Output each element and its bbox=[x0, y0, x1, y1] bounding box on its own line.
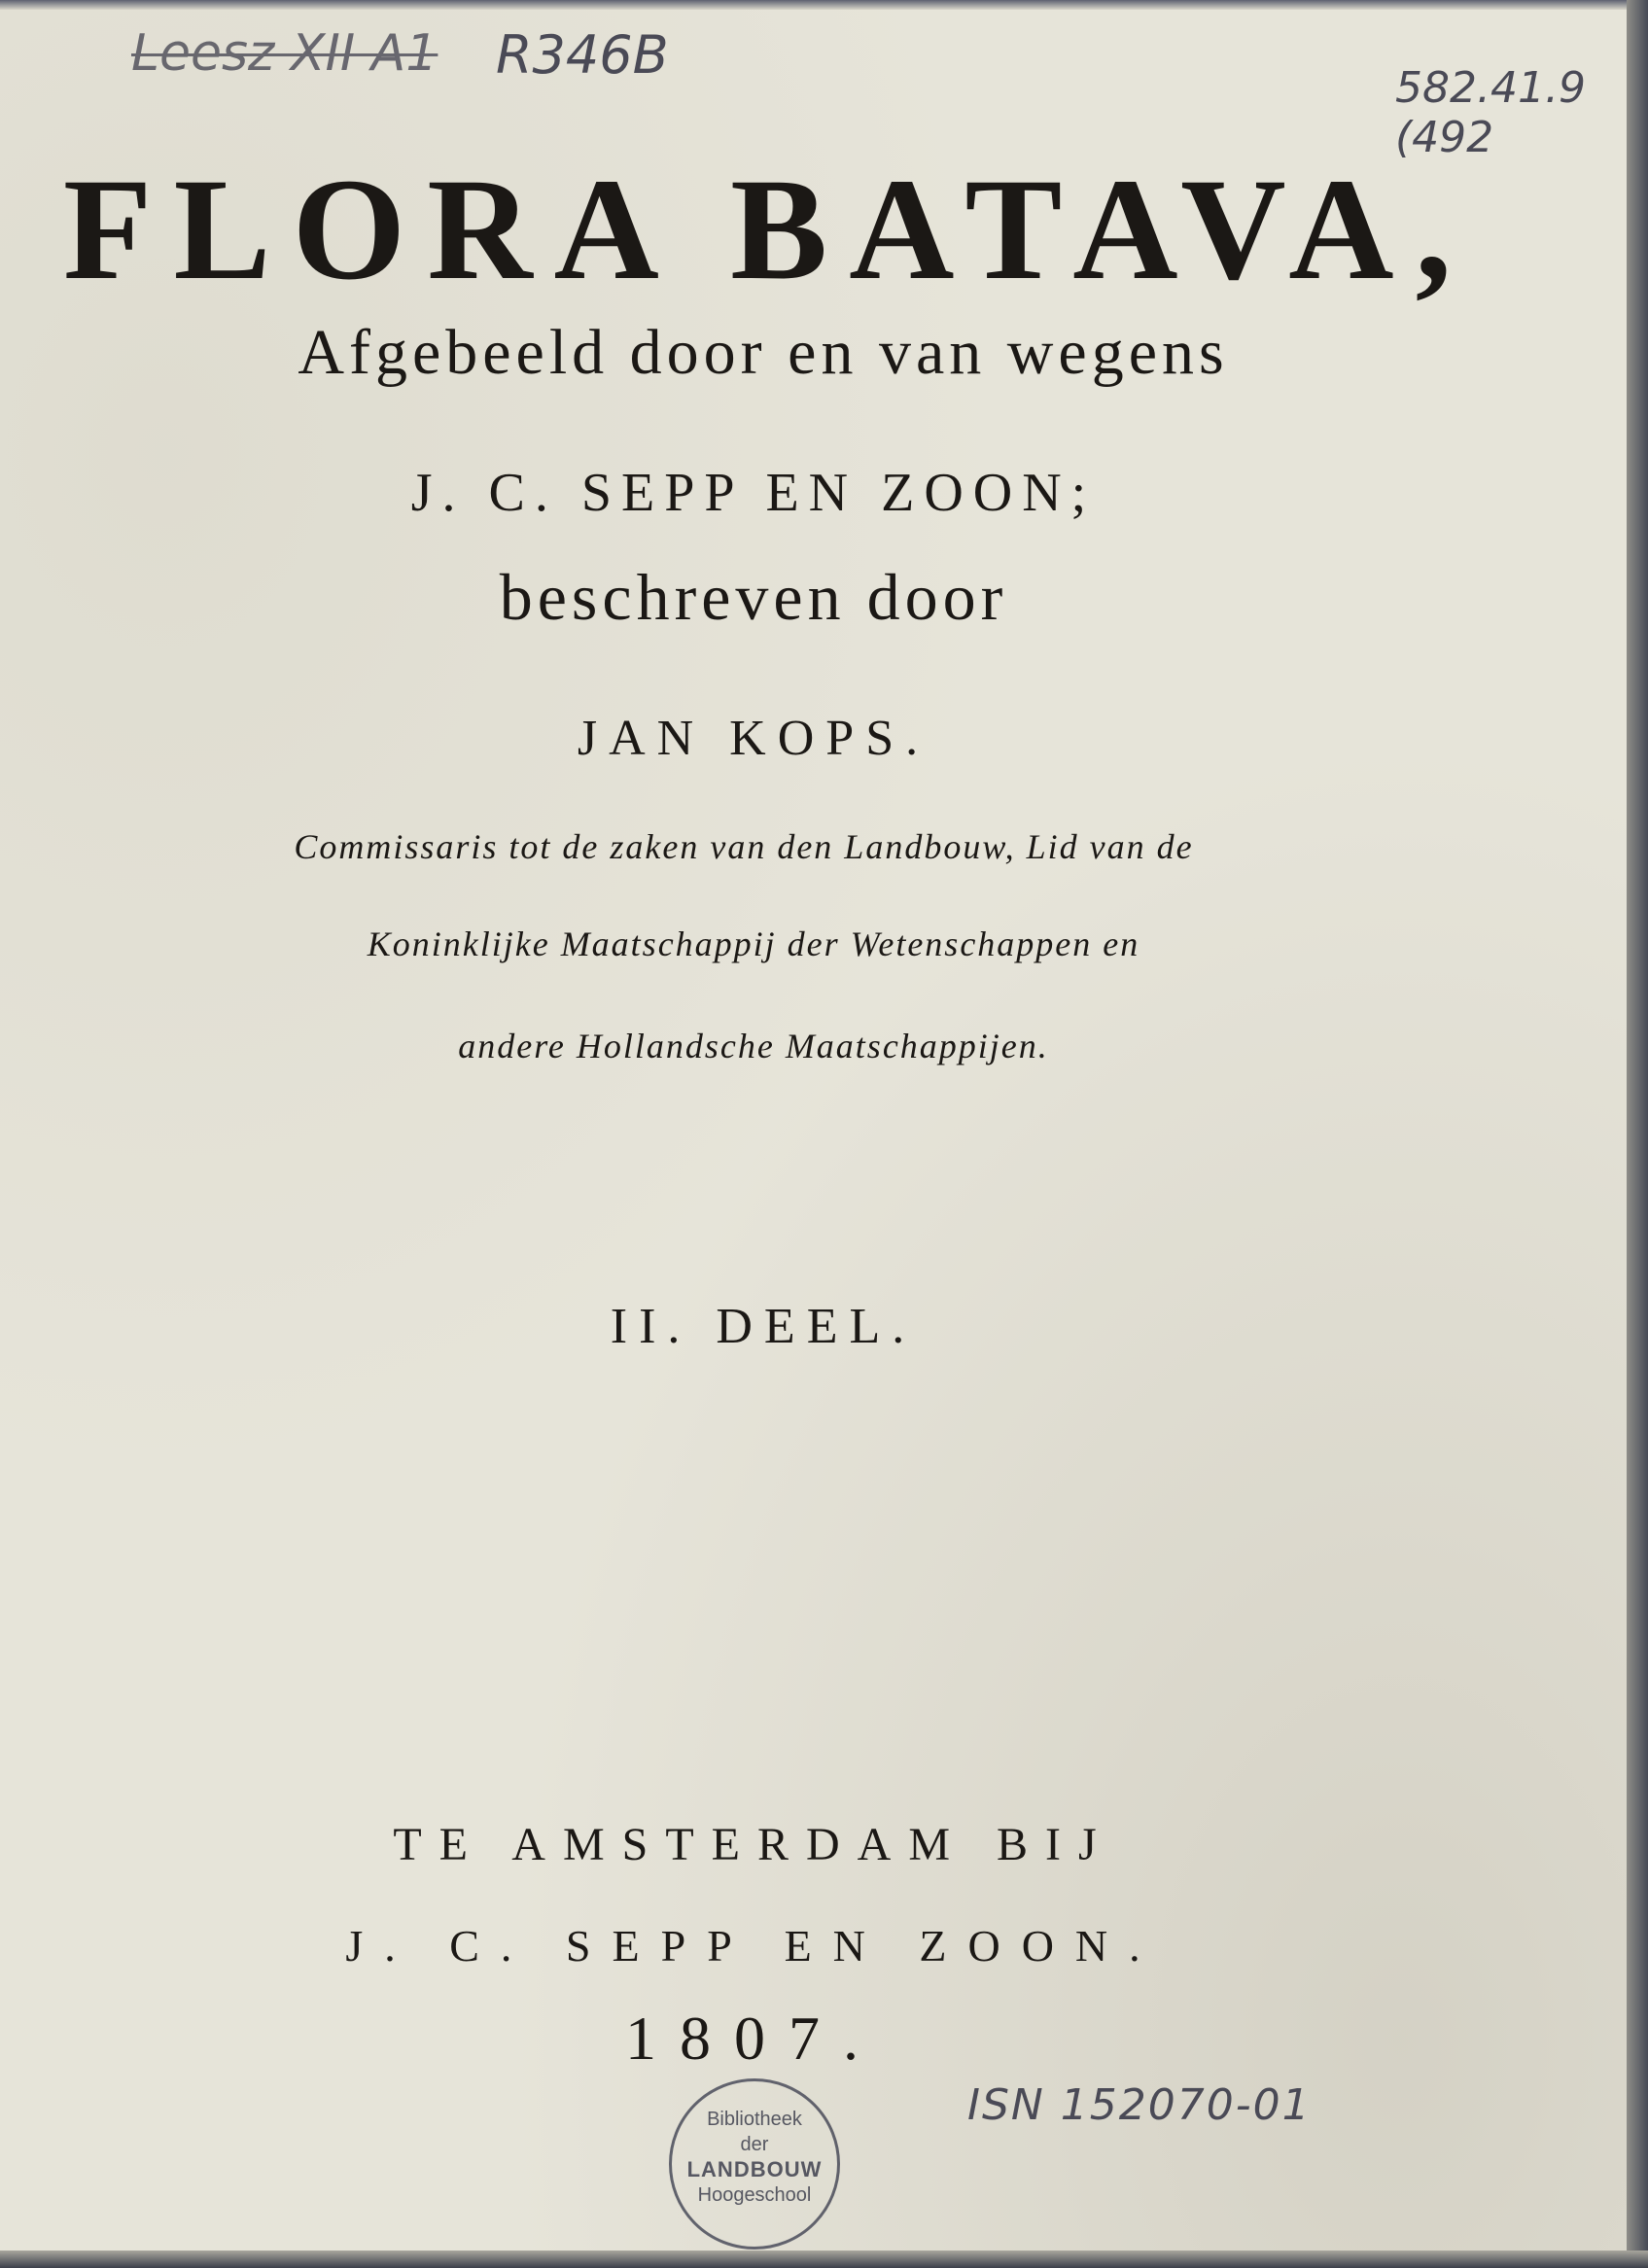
shelfmark: R346B bbox=[496, 24, 669, 86]
illustrators: J. C. SEPP EN ZOON; bbox=[410, 463, 1097, 523]
library-stamp bbox=[669, 2078, 840, 2250]
stamp-line: der bbox=[740, 2134, 769, 2155]
stamp-line: LANDBOUW bbox=[686, 2157, 823, 2181]
author-description-line: Commissaris tot de zaken van den Landbouw, Lid van de bbox=[294, 827, 1194, 866]
imprint-publisher: J. C. SEPP EN ZOON. bbox=[345, 1921, 1162, 1971]
page-top-edge bbox=[0, 0, 1648, 10]
bottom-shelfmark: ISN 152070-01 bbox=[967, 2080, 1312, 2130]
stamp-line: Bibliotheek bbox=[707, 2109, 802, 2130]
author-description-line: Koninklijke Maatschappij der Wetenschappen en bbox=[367, 925, 1140, 963]
author-name: JAN KOPS. bbox=[577, 711, 930, 766]
page-right-edge bbox=[1627, 0, 1648, 2268]
struck-shelfmark: Leesz XII A1 bbox=[131, 24, 438, 83]
book-title: FLORA BATAVA, bbox=[62, 149, 1474, 310]
volume-number: II. DEEL. bbox=[610, 1299, 917, 1354]
subtitle-described: beschreven door bbox=[499, 560, 1008, 634]
subtitle-illustrated: Afgebeeld door en van wegens bbox=[298, 317, 1229, 388]
imprint-place: TE AMSTERDAM BIJ bbox=[393, 1819, 1114, 1870]
imprint-year: 1807. bbox=[625, 2004, 882, 2073]
stamp-line: Hoogeschool bbox=[697, 2184, 812, 2206]
author-description-line: andere Hollandsche Maatschappijen. bbox=[458, 1027, 1049, 1065]
top-right-shelfmark: 582.41.9 (492 bbox=[1395, 63, 1586, 162]
page-bottom-edge bbox=[0, 2251, 1648, 2268]
